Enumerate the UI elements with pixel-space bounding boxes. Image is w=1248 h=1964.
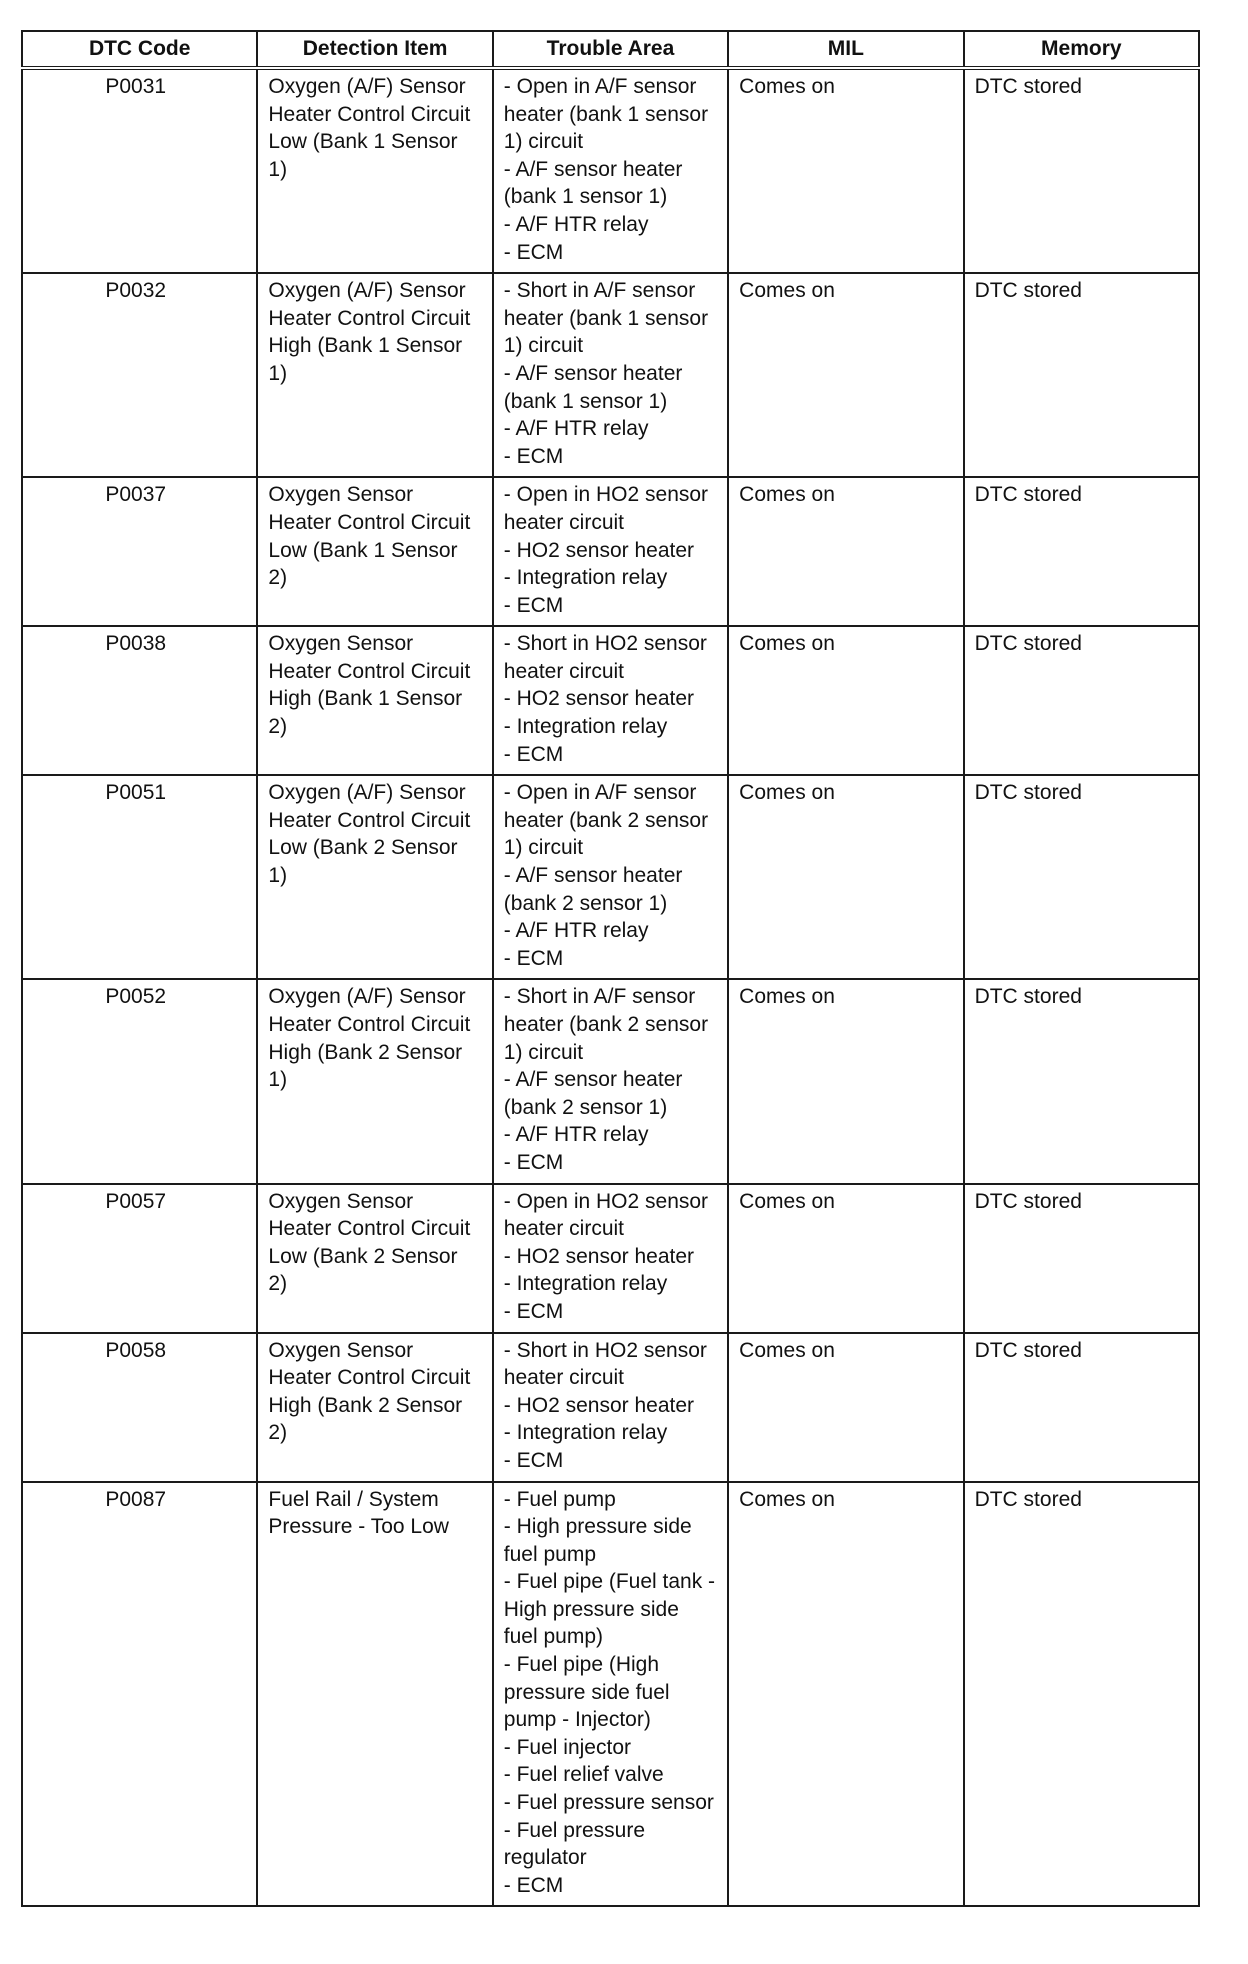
table-row (22, 477, 1199, 626)
dtc-code-cell: P0087 (22, 1482, 257, 1907)
trouble-area-item: - A/F HTR relay (503, 919, 649, 943)
trouble-area-item: - Short in A/F sensor heater (bank 1 sensor 1) circuit (503, 279, 709, 358)
trouble-area-item: - Fuel pipe (High pressure side fuel pump - Injector) (503, 1653, 670, 1732)
dtc-code-cell: P0037 (22, 477, 257, 626)
dtc-code-cell: P0058 (22, 1333, 257, 1482)
table-row (22, 1482, 1199, 1907)
dtc-code-cell: P0038 (22, 626, 257, 775)
trouble-area-item: - HO2 sensor heater (503, 687, 695, 711)
table-row (22, 775, 1199, 979)
trouble-area-cell (493, 1482, 728, 1907)
dtc-code-cell: P0052 (22, 979, 257, 1183)
detection-item-cell: Fuel Rail / System Pressure - Too Low (257, 1482, 492, 1907)
memory-cell: DTC stored (964, 1184, 1199, 1333)
trouble-area-item: - Integration relay (503, 1272, 668, 1296)
mil-cell: Comes on (728, 273, 963, 477)
trouble-area-cell (493, 68, 728, 273)
trouble-area-item: - Fuel relief valve (503, 1763, 664, 1787)
mil-cell: Comes on (728, 477, 963, 626)
trouble-area-item: - Short in HO2 sensor heater circuit (503, 632, 707, 683)
mil-cell: Comes on (728, 626, 963, 775)
memory-cell: DTC stored (964, 273, 1199, 477)
trouble-area-item: - A/F HTR relay (503, 417, 649, 441)
table-row (22, 626, 1199, 775)
trouble-area-item: - Fuel pressure sensor (503, 1791, 714, 1815)
header-mil: MIL (728, 31, 963, 68)
trouble-area-item: - ECM (503, 240, 564, 264)
trouble-area-cell (493, 273, 728, 477)
trouble-area-item: - HO2 sensor heater (503, 1244, 695, 1268)
memory-cell: DTC stored (964, 1482, 1199, 1907)
detection-item-cell: Oxygen Sensor Heater Control Circuit High (Bank 2 Sensor 2) (257, 1333, 492, 1482)
trouble-area-item: - Open in A/F sensor heater (bank 1 sensor 1) circuit (503, 75, 709, 154)
trouble-area-item: - Fuel pressure regulator (503, 1818, 645, 1870)
detection-item-cell: Oxygen (A/F) Sensor Heater Control Circuit High (Bank 2 Sensor 1) (257, 979, 492, 1183)
trouble-area-cell (493, 979, 728, 1183)
detection-item-cell: Oxygen (A/F) Sensor Heater Control Circuit Low (Bank 2 Sensor 1) (257, 775, 492, 979)
detection-item-cell: Oxygen Sensor Heater Control Circuit Low (Bank 2 Sensor 2) (257, 1184, 492, 1333)
trouble-area-cell (493, 1333, 728, 1482)
memory-cell: DTC stored (964, 979, 1199, 1183)
trouble-area-item: - HO2 sensor heater (503, 538, 695, 562)
trouble-area-item: - Fuel pipe (Fuel tank - High pressure side fuel pump) (503, 1570, 716, 1649)
trouble-area-item: - ECM (503, 946, 564, 970)
trouble-area-item: - A/F HTR relay (503, 1123, 649, 1147)
dtc-code-cell: P0051 (22, 775, 257, 979)
memory-cell: DTC stored (964, 626, 1199, 775)
trouble-area-item: - Fuel pump (503, 1487, 616, 1511)
trouble-area-item: - Open in HO2 sensor heater circuit (503, 1189, 709, 1241)
trouble-area-item: - ECM (503, 593, 564, 617)
document-page (21, 30, 1200, 1907)
trouble-area-item: - ECM (503, 1873, 564, 1897)
trouble-area-item: - Open in A/F sensor heater (bank 2 sensor 1) circuit (503, 781, 709, 860)
trouble-area-item: - ECM (503, 1299, 564, 1323)
trouble-area-item: - Open in HO2 sensor heater circuit (503, 483, 709, 534)
dtc-code-cell: P0057 (22, 1184, 257, 1333)
mil-cell: Comes on (728, 68, 963, 273)
detection-item-cell: Oxygen (A/F) Sensor Heater Control Circuit Low (Bank 1 Sensor 1) (257, 68, 492, 273)
trouble-area-item: - A/F sensor heater (bank 2 sensor 1) (503, 864, 683, 915)
memory-cell: DTC stored (964, 477, 1199, 626)
trouble-area-cell (493, 775, 728, 979)
trouble-area-item: - A/F sensor heater (bank 2 sensor 1) (503, 1068, 683, 1119)
trouble-area-item: - Fuel injector (503, 1735, 631, 1759)
mil-cell: Comes on (728, 775, 963, 979)
dtc-code-cell: P0032 (22, 273, 257, 477)
trouble-area-item: - Integration relay (503, 566, 668, 590)
trouble-area-item: - Integration relay (503, 715, 668, 739)
table-row (22, 1184, 1199, 1333)
header-memory: Memory (964, 31, 1199, 68)
trouble-area-item: - HO2 sensor heater (503, 1393, 695, 1417)
trouble-area-item: - A/F HTR relay (503, 212, 649, 236)
table-row (22, 1333, 1199, 1482)
dtc-code-cell: P0031 (22, 68, 257, 273)
trouble-area-item: - ECM (503, 1448, 564, 1472)
header-row (22, 31, 1199, 68)
trouble-area-cell (493, 477, 728, 626)
detection-item-cell: Oxygen (A/F) Sensor Heater Control Circuit High (Bank 1 Sensor 1) (257, 273, 492, 477)
trouble-area-item: - High pressure side fuel pump (503, 1515, 692, 1566)
table-body (22, 68, 1199, 1906)
table-header (22, 31, 1199, 68)
trouble-area-item: - ECM (503, 1150, 564, 1174)
table-row (22, 979, 1199, 1183)
header-detection-item: Detection Item (257, 31, 492, 68)
trouble-area-item: - Short in HO2 sensor heater circuit (503, 1338, 707, 1390)
trouble-area-item: - Short in A/F sensor heater (bank 2 sensor 1) circuit (503, 985, 709, 1064)
trouble-area-cell (493, 1184, 728, 1333)
memory-cell: DTC stored (964, 68, 1199, 273)
mil-cell: Comes on (728, 1184, 963, 1333)
trouble-area-cell (493, 626, 728, 775)
mil-cell: Comes on (728, 979, 963, 1183)
header-dtc-code: DTC Code (22, 31, 257, 68)
table-row (22, 273, 1199, 477)
memory-cell: DTC stored (964, 1333, 1199, 1482)
memory-cell: DTC stored (964, 775, 1199, 979)
trouble-area-item: - A/F sensor heater (bank 1 sensor 1) (503, 361, 683, 413)
trouble-area-item: - A/F sensor heater (bank 1 sensor 1) (503, 157, 683, 209)
detection-item-cell: Oxygen Sensor Heater Control Circuit Low (Bank 1 Sensor 2) (257, 477, 492, 626)
mil-cell: Comes on (728, 1333, 963, 1482)
detection-item-cell: Oxygen Sensor Heater Control Circuit High (Bank 1 Sensor 2) (257, 626, 492, 775)
dtc-table (21, 30, 1200, 1907)
trouble-area-item: - Integration relay (503, 1421, 668, 1445)
table-row (22, 68, 1199, 273)
header-trouble-area: Trouble Area (493, 31, 728, 68)
trouble-area-item: - ECM (503, 444, 564, 468)
trouble-area-item: - ECM (503, 742, 564, 766)
mil-cell: Comes on (728, 1482, 963, 1907)
